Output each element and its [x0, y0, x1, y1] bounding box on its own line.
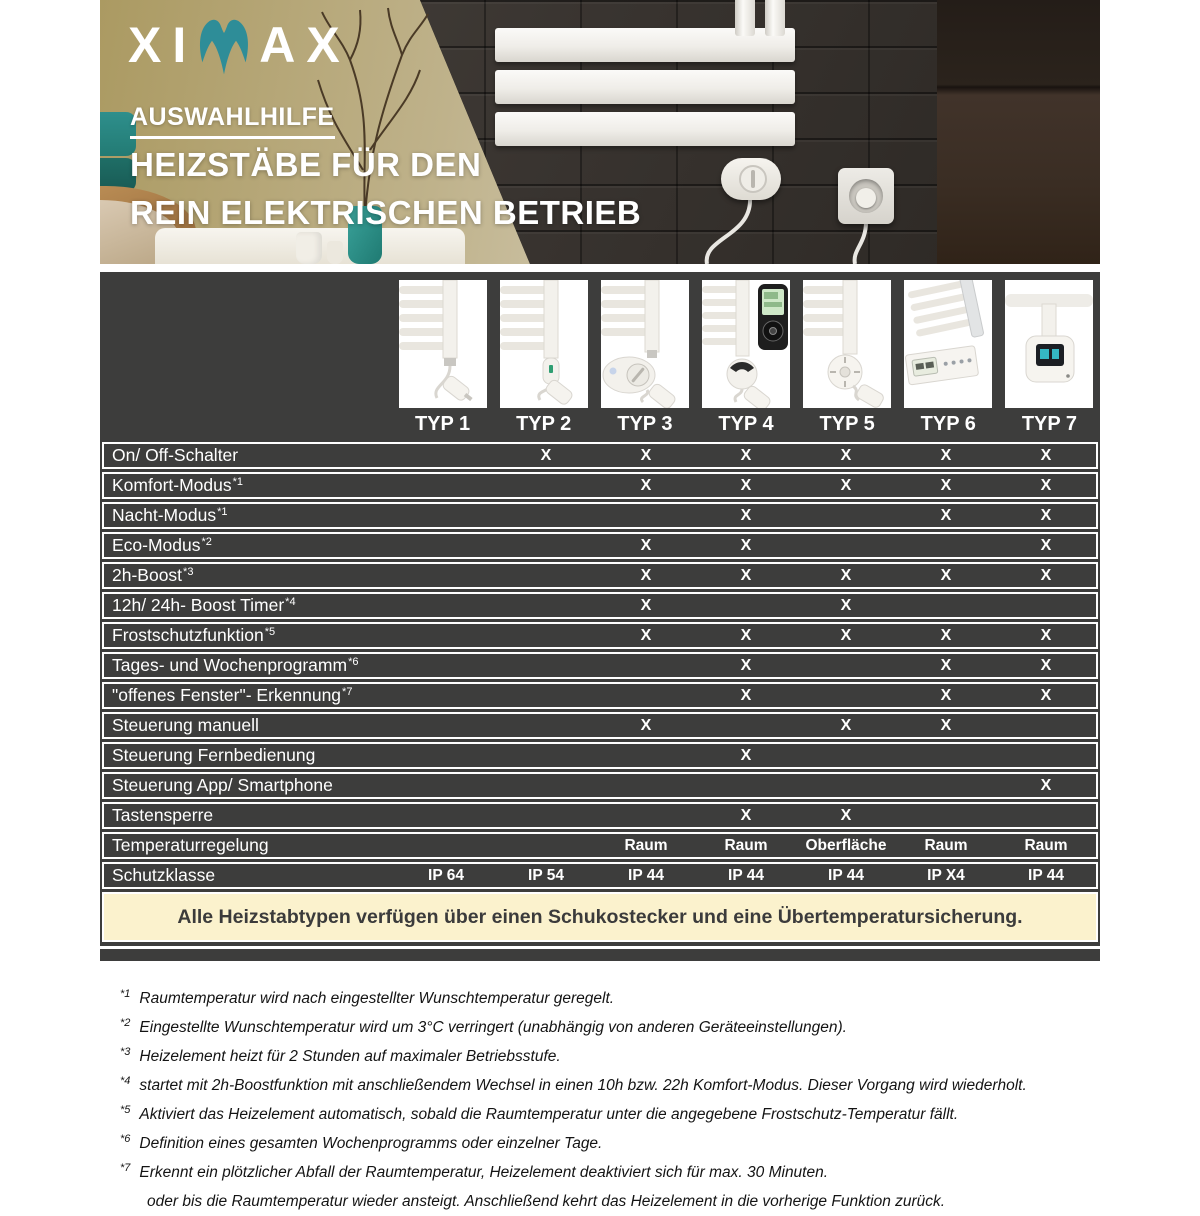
feature-cell: X — [1040, 686, 1052, 704]
product-photo-typ5 — [797, 280, 898, 408]
feature-cell: X — [1040, 566, 1052, 584]
feature-cell: X — [1040, 536, 1052, 554]
feature-cell: X — [1040, 626, 1052, 644]
footnote-marker: *5 — [120, 1104, 131, 1116]
feature-label: 2h-Boost$^{*3}$ — [112, 565, 194, 585]
feature-label: Eco-Modus$^{*2}$ — [112, 535, 212, 555]
radiator-control-typ6-icon — [904, 280, 992, 408]
feature-cell: IP 64 — [428, 866, 464, 884]
feature-cell: IP 44 — [828, 866, 864, 884]
socket-plug — [856, 188, 876, 208]
feature-cell: IP 44 — [728, 866, 764, 884]
table-row-tastensperre — [102, 802, 1098, 829]
column-header-typ3: TYP 3 — [617, 413, 673, 435]
feature-cell: X — [740, 626, 752, 644]
feature-label: Komfort-Modus$^{*1}$ — [112, 475, 244, 495]
table-row-boost-timer — [102, 592, 1098, 619]
feature-cell: Oberfläche — [805, 836, 887, 854]
feature-cell: X — [1040, 656, 1052, 674]
radiator-element-typ1-icon — [399, 280, 487, 408]
ximax-m-icon — [193, 12, 255, 78]
footnote-marker: *1 — [120, 988, 131, 1000]
feature-cell: X — [1040, 476, 1052, 494]
comparison-panel — [100, 272, 1100, 961]
bathroom-cabinet — [937, 0, 1100, 264]
feature-cell: Raum — [924, 836, 968, 854]
footnote-1: $^{*1}$ Raumtemperatur wird nach eingestellter Wunschtemperatur geregelt. — [120, 988, 615, 1007]
radiator-element-typ2-icon — [500, 280, 588, 408]
feature-label: On/ Off-Schalter — [112, 445, 239, 465]
feature-cell: X — [740, 806, 752, 824]
feature-label: Tages- und Wochenprogramm$^{*6}$ — [112, 655, 359, 675]
product-image-row — [100, 280, 1100, 408]
empty-cell — [100, 408, 392, 442]
wall-socket — [838, 168, 894, 224]
feature-cell: X — [840, 716, 852, 734]
feature-cell: X — [740, 446, 752, 464]
logo-text-left: XI — [128, 17, 198, 73]
footnote-7-continued: oder bis die Raumtemperatur wieder ansteigt. Anschließend kehrt das Heizelement in die vorherige Funktion zurück. — [147, 1193, 946, 1210]
brochure-page — [100, 0, 1100, 1216]
product-photo-typ3 — [594, 280, 695, 408]
feature-cell: X — [940, 716, 952, 734]
feature-cell: X — [740, 566, 752, 584]
table-row-nacht-modus — [102, 502, 1098, 529]
feature-cell: X — [940, 506, 952, 524]
product-photo-typ4 — [695, 280, 796, 408]
feature-cell: X — [640, 476, 652, 494]
footnote-marker: *7 — [120, 1162, 131, 1174]
feature-cell: X — [740, 746, 752, 764]
feature-cell: Raum — [1024, 836, 1068, 854]
white-vase — [296, 232, 322, 264]
table-row-steuerung-app — [102, 772, 1098, 799]
table-row-frostschutz — [102, 622, 1098, 649]
table-row-steuerung-fernbedienung — [102, 742, 1098, 769]
footnote-3: $^{*3}$ Heizelement heizt für 2 Stunden auf maximaler Betriebsstufe. — [120, 1046, 561, 1065]
feature-label: Steuerung App/ Smartphone — [112, 775, 333, 795]
product-photo-typ2 — [493, 280, 594, 408]
feature-cell: X — [940, 656, 952, 674]
table-row-steuerung-manuell — [102, 712, 1098, 739]
table-row-fenster-erkennung — [102, 682, 1098, 709]
feature-cell: Raum — [624, 836, 668, 854]
feature-cell: X — [540, 446, 552, 464]
product-photo-typ1 — [392, 280, 493, 408]
radiator-element-typ4-icon — [702, 280, 790, 408]
feature-cell: X — [640, 536, 652, 554]
table-row-komfort-modus — [102, 472, 1098, 499]
feature-cell: X — [940, 686, 952, 704]
feature-cell: IP 44 — [628, 866, 664, 884]
footnote-4: $^{*4}$ startet mit 2h-Boostfunktion mit anschließendem Wechsel in einen 10h bzw. 22h Komfort-Modus. Dieser Vorgang wird wiederholt. — [120, 1075, 1027, 1094]
column-header-typ5: TYP 5 — [819, 413, 875, 435]
feature-cell: X — [940, 566, 952, 584]
feature-cell: X — [640, 566, 652, 584]
feature-cell: X — [1040, 776, 1052, 794]
column-header-row — [100, 408, 1100, 442]
feature-label: Steuerung Fernbedienung — [112, 745, 316, 765]
info-banner: Alle Heizstabtypen verfügen über einen Schukostecker und eine Übertemperatursicherung. — [102, 892, 1098, 942]
feature-cell: X — [1040, 446, 1052, 464]
panel-bottom — [100, 949, 1100, 961]
feature-cell: X — [840, 566, 852, 584]
product-photo-typ6 — [898, 280, 999, 408]
footnotes-section — [100, 961, 1100, 1216]
column-header-typ1: TYP 1 — [414, 413, 471, 435]
footnote-marker: *6 — [120, 1133, 131, 1145]
feature-cell: IP 44 — [1028, 866, 1064, 884]
column-header-typ2: TYP 2 — [516, 413, 572, 435]
feature-cell: X — [740, 656, 752, 674]
radiator-element-typ5-icon — [803, 280, 891, 408]
hero-photo — [100, 0, 1100, 264]
footnote-5: $^{*5}$ Aktiviert das Heizelement automatisch, sobald die Raumtemperatur unter die angegebene Frostschutz-Temperatur fällt. — [120, 1104, 959, 1123]
table-row-2h-boost — [102, 562, 1098, 589]
feature-cell: X — [740, 686, 752, 704]
feature-cell: X — [840, 446, 852, 464]
hero-title-line2: REIN ELEKTRISCHEN BETRIEB — [130, 194, 642, 231]
feature-cell: X — [640, 596, 652, 614]
feature-cell: X — [940, 476, 952, 494]
table-row-eco-modus — [102, 532, 1098, 559]
footnote-7: $^{*7}$ Erkennt ein plötzlicher Abfall der Raumtemperatur, Heizelement deaktiviert sich für max. 30 Minuten. — [120, 1162, 829, 1181]
table-row-temperaturregelung — [102, 832, 1098, 859]
feature-cell: Raum — [724, 836, 768, 854]
feature-cell: X — [640, 716, 652, 734]
feature-label: 12h/ 24h- Boost Timer$^{*4}$ — [112, 595, 296, 615]
radiator-element-typ3-icon — [601, 280, 689, 408]
radiator-control-typ7-icon — [1005, 280, 1093, 408]
feature-cell: X — [1040, 506, 1052, 524]
feature-cell: X — [940, 626, 952, 644]
column-header-typ7: TYP 7 — [1021, 413, 1078, 435]
footnote-marker: *4 — [120, 1075, 131, 1087]
product-photo-typ7 — [999, 280, 1100, 408]
feature-label: Frostschutzfunktion$^{*5}$ — [112, 625, 276, 645]
feature-cell: X — [640, 446, 652, 464]
white-vase — [327, 241, 343, 264]
heating-element-dial-icon — [739, 165, 767, 193]
table-row-schutzklasse — [102, 862, 1098, 889]
feature-cell: X — [640, 626, 652, 644]
feature-label: Tastensperre — [112, 805, 214, 825]
feature-label: Nacht-Modus$^{*1}$ — [112, 505, 228, 525]
footnote-marker: *2 — [120, 1017, 131, 1029]
feature-cell: IP X4 — [927, 866, 965, 884]
table-row-on-off — [102, 442, 1098, 469]
feature-label: Temperaturregelung — [112, 835, 269, 855]
feature-cell: X — [740, 506, 752, 524]
footnote-2: $^{*2}$ Eingestellte Wunschtemperatur wird um 3°C verringert (unabhängig von anderen Geräteeinstellungen). — [120, 1017, 847, 1036]
feature-label: "offenes Fenster"- Erkennung$^{*7}$ — [112, 685, 353, 705]
feature-cell: X — [940, 446, 952, 464]
column-header-typ6: TYP 6 — [920, 413, 976, 435]
hero-subtitle: AUSWAHLHILFE — [130, 103, 335, 139]
footnote-6: $^{*6}$ Definition eines gesamten Wochenprogramms oder einzelner Tage. — [120, 1133, 603, 1152]
table-row-wochenprogramm — [102, 652, 1098, 679]
feature-cell: X — [740, 476, 752, 494]
hero-title-line1: HEIZSTÄBE FÜR DEN — [130, 146, 482, 183]
feature-label: Schutzklasse — [112, 865, 216, 885]
empty-cell — [100, 280, 392, 408]
feature-label: Steuerung manuell — [112, 715, 259, 735]
ximax-logo — [128, 12, 351, 78]
footnote-marker: *3 — [120, 1046, 131, 1058]
hero-heating-element — [721, 158, 781, 200]
column-header-typ4: TYP 4 — [718, 413, 774, 435]
logo-text-right: AX — [259, 17, 351, 73]
feature-cell: X — [840, 806, 852, 824]
feature-cell: X — [840, 626, 852, 644]
feature-cell: X — [740, 536, 752, 554]
divider — [100, 264, 1100, 272]
feature-cell: X — [840, 476, 852, 494]
feature-cell: X — [840, 596, 852, 614]
feature-cell: IP 54 — [528, 866, 564, 884]
